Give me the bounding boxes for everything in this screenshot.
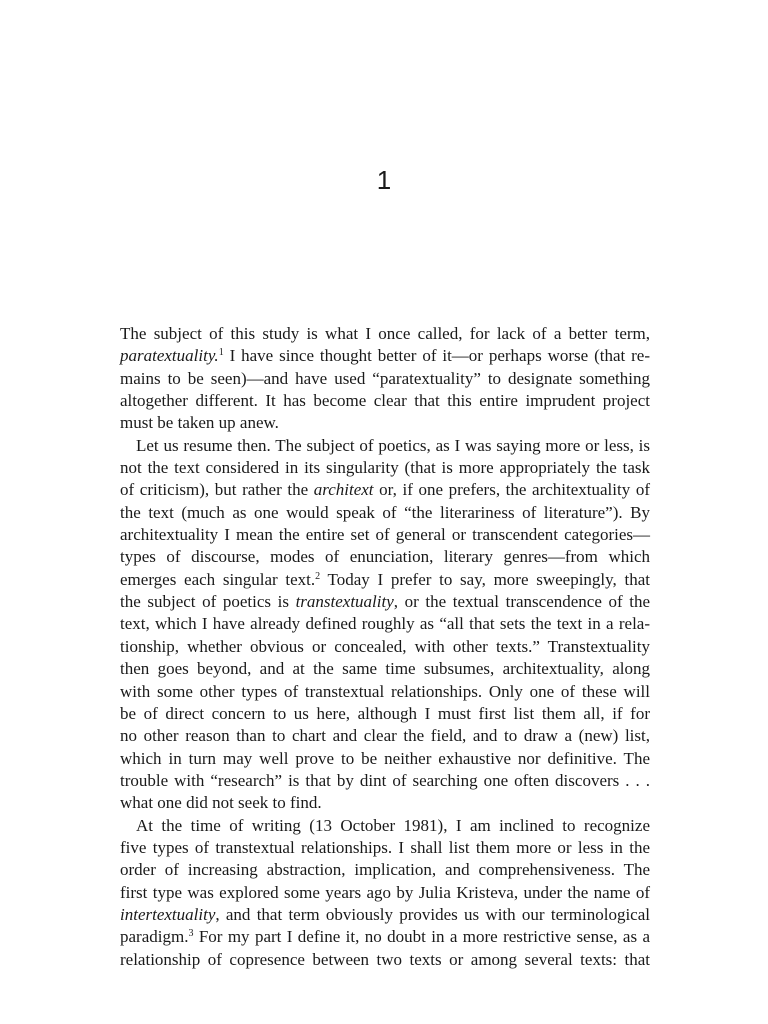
text-line: intertextuality, and that term obviously provides us with our terminological (120, 904, 650, 924)
text-line: paradigm.$^3$ For my part I define it, no doubt in a more restrictive sense, as a (120, 927, 650, 947)
italic-term-transtextuality: transtextuality (295, 592, 394, 612)
text-line: At the time of writing (13 October 1981), I am inclined to recognize (136, 815, 650, 835)
footnote-marker: 3 (188, 928, 194, 940)
body-text (120, 323, 650, 971)
text-line: paratextuality.$^1$ I have since thought better of it—or perhaps worse (that re- (120, 346, 650, 366)
text-line: emerges each singular text.$^2$ Today I prefer to say, more sweepingly, that (120, 569, 650, 589)
italic-term-intertextuality: intertextuality (120, 904, 216, 924)
text-line: no other reason than to chart and clear the field, and to draw a (new) list, (120, 726, 650, 746)
italic-term-architext: architext (313, 480, 374, 500)
text-line: not the text considered in its singularity (that is more appropriately the task (120, 458, 650, 478)
text-line: then goes beyond, and at the same time subsumes, architextuality, along (120, 659, 650, 679)
text-line: altogether different. It has become clear that this entire imprudent project (120, 391, 650, 411)
footnote-marker: 2 (315, 570, 321, 582)
footnote-marker: 1 (218, 347, 224, 359)
text-line: mains to be seen)—and have used “paratextuality” to designate something (120, 368, 650, 388)
text-line: Let us resume then. The subject of poetics, as I was saying more or less, is (136, 435, 650, 455)
text-line: with some other types of transtextual relationships. Only one of these will (120, 681, 650, 701)
chapter-number: 1 (376, 165, 392, 195)
text-line: types of discourse, modes of enunciation, literary genres—from which (120, 547, 650, 567)
text-line: architextuality I mean the entire set of general or transcendent categories— (120, 525, 650, 545)
text-line: what one did not seek to find. (120, 793, 322, 813)
text-line: the subject of poetics is transtextuality, or the textual transcendence of the (120, 592, 650, 612)
text-line: relationship of copresence between two texts or among several texts: that (120, 949, 650, 969)
text-line: order of increasing abstraction, implication, and comprehensiveness. The (120, 860, 650, 880)
italic-term-paratextuality: paratextuality. (120, 346, 219, 366)
text-line: of criticism), but rather the architext or, if one prefers, the architextuality of (120, 480, 650, 500)
text-line: trouble with “research” is that by dint of searching one often discovers . . . (120, 770, 650, 790)
text-line: text, which I have already defined roughly as “all that sets the text in a rela- (120, 614, 650, 634)
text-line: the text (much as one would speak of “the literariness of literature”). By (120, 502, 650, 522)
text-line: The subject of this study is what I once called, for lack of a better term, (120, 324, 650, 343)
text-line: first type was explored some years ago by Julia Kristeva, under the name of (120, 882, 650, 902)
text-line: must be taken up anew. (120, 413, 279, 433)
text-line: be of direct concern to us here, although I must first list them all, if for (120, 703, 650, 723)
text-line: five types of transtextual relationships. I shall list them more or less in the (120, 837, 650, 857)
text-line: tionship, whether obvious or concealed, with other texts.” Transtextuality (120, 636, 650, 656)
text-line: which in turn may well prove to be neither exhaustive nor definitive. The (120, 748, 650, 768)
